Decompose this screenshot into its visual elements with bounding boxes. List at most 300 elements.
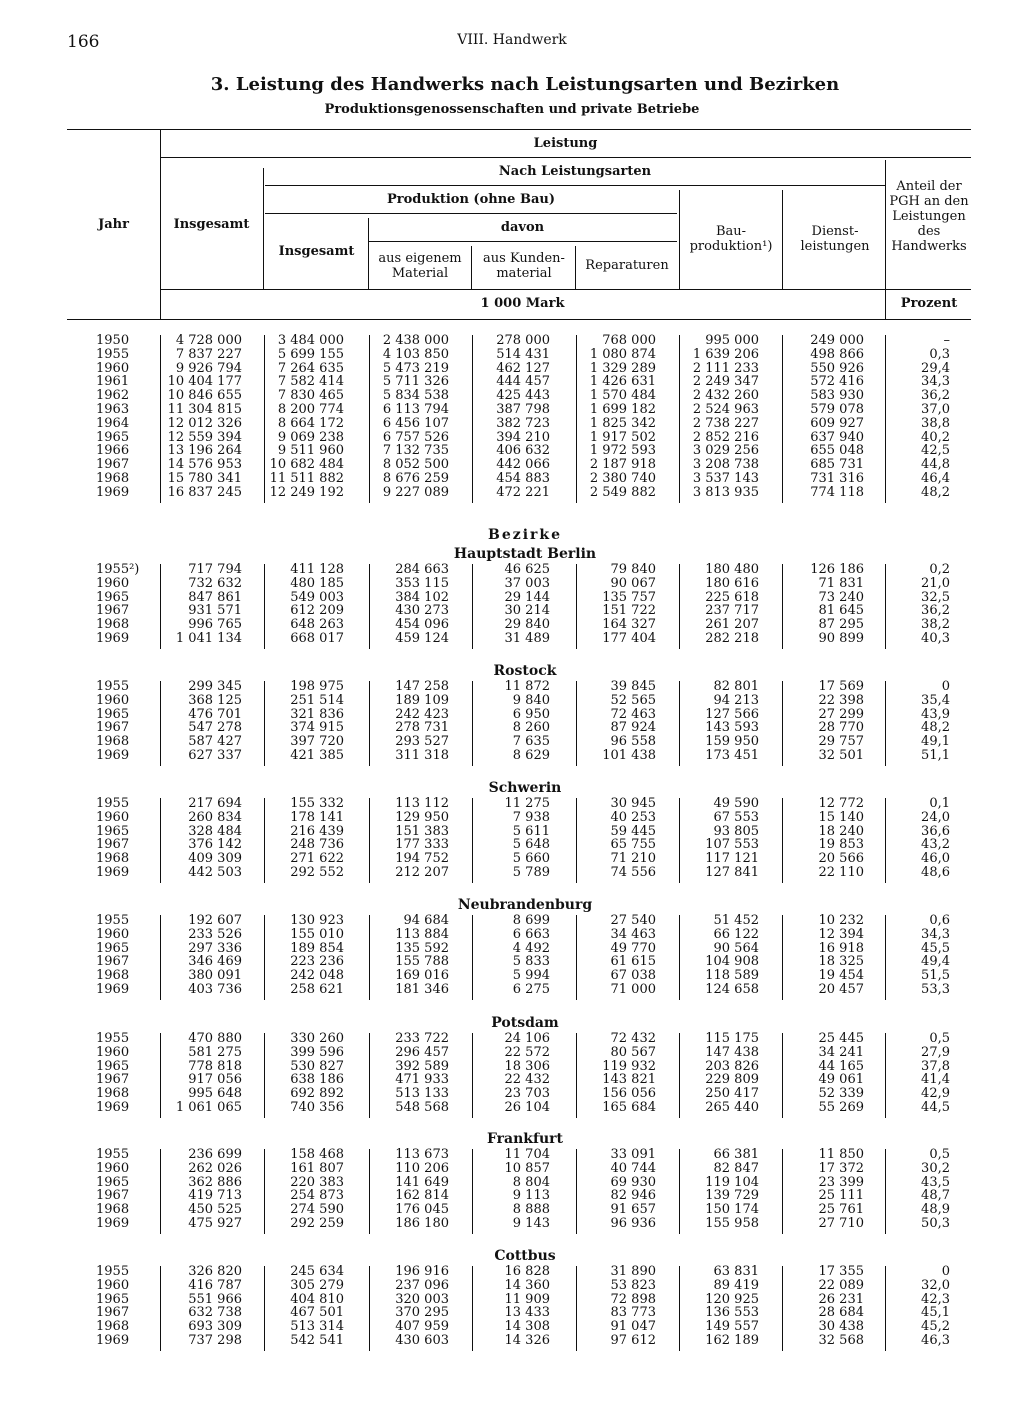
value-cell: 655 048 (810, 443, 864, 459)
value-cell: 16 918 (818, 940, 864, 956)
value-cell: 548 568 (395, 1100, 449, 1115)
value-cell: 0,6 (929, 913, 950, 928)
value-cell: 141 649 (395, 1174, 449, 1190)
value-cell: 159 950 (705, 734, 759, 750)
value-cell: 192 607 (188, 913, 242, 928)
value-cell: 87 295 (818, 617, 864, 633)
year-cell: 1967 (96, 954, 130, 970)
value-cell: 236 699 (188, 1147, 242, 1162)
value-cell: 6 757 526 (382, 429, 449, 445)
value-cell: 693 309 (188, 1319, 242, 1335)
value-cell: 42,3 (921, 1291, 950, 1307)
value-cell: 1 080 874 (589, 346, 656, 362)
value-cell: 8 699 (512, 913, 550, 928)
value-cell: 404 810 (290, 1291, 344, 1307)
value-cell: 94 684 (403, 913, 449, 928)
value-cell: 31 890 (610, 1264, 656, 1279)
value-cell: 254 873 (290, 1188, 344, 1204)
year-cell: 1964 (96, 415, 130, 431)
value-cell: 25 761 (818, 1202, 864, 1218)
year-cell: 1960 (96, 926, 130, 942)
value-cell: 63 831 (713, 1264, 759, 1279)
value-cell: 89 419 (713, 1277, 759, 1293)
value-cell: 847 861 (188, 589, 242, 605)
value-cell: 23 703 (504, 1086, 550, 1102)
value-cell: 931 571 (188, 603, 242, 619)
value-cell: 7 264 635 (277, 360, 344, 376)
year-cell: 1960 (96, 809, 130, 825)
value-cell: 34,3 (921, 374, 950, 390)
value-cell: 151 383 (395, 823, 449, 839)
table-row (0, 1217, 1024, 1231)
value-cell: 380 091 (188, 968, 242, 984)
table-row (0, 983, 1024, 997)
value-cell: 260 834 (188, 809, 242, 825)
value-cell: 48,2 (921, 720, 950, 736)
value-cell: 9 113 (512, 1188, 550, 1204)
table-row (0, 708, 1024, 722)
value-cell: 382 723 (496, 415, 550, 431)
value-cell: 328 484 (188, 823, 242, 839)
value-cell: 11 275 (504, 796, 550, 811)
year-cell: 1955 (96, 679, 130, 694)
year-cell: 1969 (96, 982, 130, 997)
year-cell: 1960 (96, 575, 130, 591)
value-cell: 5 699 155 (277, 346, 344, 362)
value-cell: 176 045 (395, 1202, 449, 1218)
value-cell: 11 909 (504, 1291, 550, 1307)
value-cell: 498 866 (810, 346, 864, 362)
table-row (0, 914, 1024, 928)
value-cell: 1 061 065 (175, 1100, 242, 1115)
value-cell: 3 484 000 (277, 333, 344, 348)
year-cell: 1965 (96, 1174, 130, 1190)
value-cell: 48,9 (921, 1202, 950, 1218)
year-cell: 1969 (96, 1216, 130, 1231)
value-cell: 32 501 (818, 748, 864, 763)
value-cell: 442 066 (496, 457, 550, 473)
table-row (0, 721, 1024, 735)
value-cell: 118 589 (705, 968, 759, 984)
value-cell: 151 722 (602, 603, 656, 619)
value-cell: 430 273 (395, 603, 449, 619)
table-row (0, 811, 1024, 825)
value-cell: 732 632 (188, 575, 242, 591)
value-cell: 995 000 (705, 333, 759, 348)
value-cell: 55 269 (818, 1100, 864, 1115)
value-cell: 648 263 (290, 617, 344, 633)
value-cell: 282 218 (705, 631, 759, 646)
value-cell: 28 770 (818, 720, 864, 736)
value-cell: 24 106 (504, 1031, 550, 1046)
value-cell: 38,8 (921, 415, 950, 431)
value-cell: 18 306 (504, 1058, 550, 1074)
header-rule-nach (265, 185, 885, 186)
header-bauproduktion: Bau- produktion¹) (689, 224, 773, 254)
value-cell: 69 930 (610, 1174, 656, 1190)
value-cell: 572 416 (810, 374, 864, 390)
value-cell: 10 404 177 (167, 374, 242, 390)
year-cell: 1966 (96, 443, 130, 459)
value-cell: 186 180 (395, 1216, 449, 1231)
year-cell: 1960 (96, 1044, 130, 1060)
value-cell: 72 898 (610, 1291, 656, 1307)
value-cell: 717 794 (188, 562, 242, 577)
value-cell: 96 558 (610, 734, 656, 750)
value-cell: 32 568 (818, 1333, 864, 1348)
value-cell: 2 380 740 (589, 471, 656, 486)
value-cell: 52 339 (818, 1086, 864, 1102)
value-cell: 612 209 (290, 603, 344, 619)
value-cell: 9 069 238 (277, 429, 344, 445)
value-cell: 11 304 815 (167, 402, 242, 417)
value-cell: 692 892 (290, 1086, 344, 1102)
value-cell: 7 635 (512, 734, 550, 750)
value-cell: 124 658 (705, 982, 759, 997)
year-cell: 1965 (96, 589, 130, 605)
value-cell: 14 360 (504, 1277, 550, 1293)
header-vline-7 (782, 190, 783, 289)
table-row (0, 1203, 1024, 1217)
value-cell: 143 593 (705, 720, 759, 736)
value-cell: 9 143 (512, 1216, 550, 1231)
value-cell: 551 966 (188, 1291, 242, 1307)
value-cell: 320 003 (395, 1291, 449, 1307)
value-cell: 20 457 (818, 982, 864, 997)
value-cell: 237 717 (705, 603, 759, 619)
value-cell: 5 711 326 (382, 374, 449, 390)
value-cell: 23 399 (818, 1174, 864, 1190)
value-cell: 6 663 (512, 926, 550, 942)
value-cell: 444 457 (496, 374, 550, 390)
year-cell: 1969 (96, 631, 130, 646)
header-rule-produktion (265, 213, 677, 214)
value-cell: 262 026 (188, 1160, 242, 1176)
value-cell: 51,1 (921, 748, 950, 763)
table-row (0, 1334, 1024, 1348)
value-cell: 278 000 (496, 333, 550, 348)
section-title: Cottbus (494, 1248, 556, 1264)
year-cell: 1969 (96, 1333, 130, 1348)
value-cell: 19 853 (818, 837, 864, 853)
section-title: Hauptstadt Berlin (453, 546, 597, 562)
value-cell: 261 207 (705, 617, 759, 633)
value-cell: 135 757 (602, 589, 656, 605)
value-cell: 4 103 850 (382, 346, 449, 362)
value-cell: 65 755 (610, 837, 656, 853)
value-cell: 73 240 (818, 589, 864, 605)
value-cell: 46,4 (921, 471, 950, 486)
value-cell: 30 214 (504, 603, 550, 619)
value-cell: 21,0 (921, 575, 950, 591)
value-cell: 90 899 (818, 631, 864, 646)
value-cell: 43,9 (921, 706, 950, 722)
value-cell: 459 124 (395, 631, 449, 646)
table-row (0, 1279, 1024, 1293)
table-row (0, 417, 1024, 431)
value-cell: 203 826 (705, 1058, 759, 1074)
table-row (0, 694, 1024, 708)
value-cell: 740 356 (290, 1100, 344, 1115)
value-cell: 82 847 (713, 1160, 759, 1176)
value-cell: 6 456 107 (382, 415, 449, 431)
value-cell: 48,7 (921, 1188, 950, 1204)
value-cell: 374 915 (290, 720, 344, 736)
value-cell: 2 438 000 (382, 333, 449, 348)
value-cell: 87 924 (610, 720, 656, 736)
table-row (0, 1046, 1024, 1060)
header-unit-prozent: Prozent (900, 296, 958, 311)
value-cell: 35,4 (921, 692, 950, 708)
value-cell: – (943, 333, 950, 348)
value-cell: 5 473 219 (382, 360, 449, 376)
value-cell: 110 206 (395, 1160, 449, 1176)
value-cell: 42,9 (921, 1086, 950, 1102)
section-title: Schwerin (488, 780, 562, 796)
value-cell: 8 804 (512, 1174, 550, 1190)
value-cell: 93 805 (713, 823, 759, 839)
value-cell: 3 208 738 (692, 457, 759, 473)
value-cell: 454 883 (496, 471, 550, 486)
value-cell: 376 142 (188, 837, 242, 853)
value-cell: 101 438 (602, 748, 656, 763)
value-cell: 774 118 (810, 484, 864, 500)
value-cell: 44 165 (818, 1058, 864, 1074)
value-cell: 1 329 289 (589, 360, 656, 376)
year-cell: 1968 (96, 1319, 130, 1335)
value-cell: 189 854 (290, 940, 344, 956)
value-cell: 194 752 (395, 851, 449, 867)
year-cell: 1963 (96, 402, 130, 417)
value-cell: 419 713 (188, 1188, 242, 1204)
value-cell: 48,2 (921, 484, 950, 500)
value-cell: 11 704 (504, 1147, 550, 1162)
value-cell: 1 041 134 (175, 631, 242, 646)
value-cell: 627 337 (188, 748, 242, 763)
table-row (0, 1265, 1024, 1279)
value-cell: 442 503 (188, 865, 242, 880)
value-cell: 158 468 (290, 1147, 344, 1162)
value-cell: 139 729 (705, 1188, 759, 1204)
year-cell: 1955 (96, 346, 130, 362)
value-cell: 49 770 (610, 940, 656, 956)
year-cell: 1968 (96, 1202, 130, 1218)
year-cell: 1968 (96, 1086, 130, 1102)
value-cell: 271 622 (290, 851, 344, 867)
value-cell: 6 113 794 (382, 402, 449, 417)
value-cell: 181 346 (395, 982, 449, 997)
header-nach-leistungsarten: Nach Leistungsarten (498, 164, 652, 179)
value-cell: 394 210 (496, 429, 550, 445)
value-cell: 67 553 (713, 809, 759, 825)
header-top-rule (67, 129, 971, 130)
value-cell: 147 258 (395, 679, 449, 694)
value-cell: 237 096 (395, 1277, 449, 1293)
value-cell: 475 927 (188, 1216, 242, 1231)
value-cell: 26 104 (504, 1100, 550, 1115)
value-cell: 173 451 (705, 748, 759, 763)
value-cell: 83 773 (610, 1305, 656, 1321)
value-cell: 1 426 631 (589, 374, 656, 390)
value-cell: 32,0 (921, 1277, 950, 1293)
section-title: Neubrandenburg (457, 897, 593, 913)
value-cell: 2 852 216 (692, 429, 759, 445)
value-cell: 18 325 (818, 954, 864, 970)
value-cell: 2 738 227 (692, 415, 759, 431)
value-cell: 37,0 (921, 402, 950, 417)
value-cell: 995 648 (188, 1086, 242, 1102)
value-cell: 189 109 (395, 692, 449, 708)
value-cell: 104 908 (705, 954, 759, 970)
year-cell: 1960 (96, 692, 130, 708)
year-cell: 1955 (96, 1147, 130, 1162)
year-cell: 1967 (96, 457, 130, 473)
value-cell: 370 295 (395, 1305, 449, 1321)
value-cell: 107 553 (705, 837, 759, 853)
value-cell: 10 232 (818, 913, 864, 928)
table-row (0, 403, 1024, 417)
header-eigenem-material: aus eigenem Material (378, 251, 462, 281)
value-cell: 18 240 (818, 823, 864, 839)
year-cell: 1955 (96, 1264, 130, 1279)
value-cell: 120 925 (705, 1291, 759, 1307)
value-cell: 115 175 (705, 1031, 759, 1046)
value-cell: 127 566 (705, 706, 759, 722)
value-cell: 42,5 (921, 443, 950, 459)
year-cell: 1955²) (96, 562, 140, 577)
value-cell: 248 736 (290, 837, 344, 853)
value-cell: 36,2 (921, 603, 950, 619)
value-cell: 80 567 (610, 1044, 656, 1060)
year-cell: 1967 (96, 837, 130, 853)
table-row (0, 928, 1024, 942)
value-cell: 13 433 (504, 1305, 550, 1321)
header-bottom-rule (67, 319, 971, 320)
value-cell: 40 253 (610, 809, 656, 825)
value-cell: 9 227 089 (382, 484, 449, 500)
value-cell: 384 102 (395, 589, 449, 605)
page-number: 166 (67, 32, 100, 52)
value-cell: 4 492 (512, 940, 550, 956)
value-cell: 40,2 (921, 429, 950, 445)
value-cell: 242 048 (290, 968, 344, 984)
value-cell: 79 840 (610, 562, 656, 577)
value-cell: 1 570 484 (589, 388, 656, 404)
value-cell: 8 629 (512, 748, 550, 763)
value-cell: 8 052 500 (382, 457, 449, 473)
value-cell: 12 772 (818, 796, 864, 811)
value-cell: 15 780 341 (167, 471, 242, 486)
value-cell: 37 003 (504, 575, 550, 591)
value-cell: 7 132 735 (382, 443, 449, 459)
value-cell: 27 540 (610, 913, 656, 928)
value-cell: 7 582 414 (277, 374, 344, 390)
value-cell: 72 432 (610, 1031, 656, 1046)
year-cell: 1961 (96, 374, 130, 390)
value-cell: 5 789 (512, 865, 550, 880)
year-cell: 1960 (96, 1277, 130, 1293)
value-cell: 155 010 (290, 926, 344, 942)
header-vline-4 (471, 246, 472, 289)
value-cell: 3 813 935 (692, 484, 759, 500)
value-cell: 96 936 (610, 1216, 656, 1231)
header-anteil-pgh: Anteil der PGH an den Leistungen des Handwerks (889, 179, 969, 254)
value-cell: 22 110 (818, 865, 864, 880)
value-cell: 49 590 (713, 796, 759, 811)
value-cell: 25 111 (818, 1188, 864, 1204)
value-cell: 34,3 (921, 926, 950, 942)
value-cell: 16 837 245 (167, 484, 242, 500)
value-cell: 1 917 502 (589, 429, 656, 445)
value-cell: 454 096 (395, 617, 449, 633)
value-cell: 27 710 (818, 1216, 864, 1231)
year-cell: 1965 (96, 1058, 130, 1074)
value-cell: 583 930 (810, 388, 864, 404)
value-cell: 11 850 (818, 1147, 864, 1162)
table-row (0, 563, 1024, 577)
table-row (0, 969, 1024, 983)
value-cell: 196 916 (395, 1264, 449, 1279)
value-cell: 117 121 (705, 851, 759, 867)
value-cell: 150 174 (705, 1202, 759, 1218)
header-insgesamt: Insgesamt (173, 217, 250, 232)
value-cell: 177 333 (395, 837, 449, 853)
value-cell: 406 632 (496, 443, 550, 459)
value-cell: 403 736 (188, 982, 242, 997)
value-cell: 66 122 (713, 926, 759, 942)
value-cell: 15 140 (818, 809, 864, 825)
value-cell: 467 501 (290, 1305, 344, 1321)
value-cell: 12 394 (818, 926, 864, 942)
value-cell: 10 857 (504, 1160, 550, 1176)
value-cell: 38,2 (921, 617, 950, 633)
value-cell: 177 404 (602, 631, 656, 646)
value-cell: 223 236 (290, 954, 344, 970)
header-davon: davon (500, 220, 545, 235)
value-cell: 220 383 (290, 1174, 344, 1190)
value-cell: 292 552 (290, 865, 344, 880)
value-cell: 51,5 (921, 968, 950, 984)
value-cell: 156 056 (602, 1086, 656, 1102)
value-cell: 27 299 (818, 706, 864, 722)
value-cell: 10 682 484 (269, 457, 344, 473)
year-cell: 1955 (96, 913, 130, 928)
section-title: Rostock (493, 663, 557, 679)
value-cell: 513 133 (395, 1086, 449, 1102)
value-cell: 74 556 (610, 865, 656, 880)
value-cell: 587 427 (188, 734, 242, 750)
value-cell: 778 818 (188, 1058, 242, 1074)
value-cell: 5 648 (512, 837, 550, 853)
header-vline-2 (263, 168, 264, 289)
value-cell: 8 676 259 (382, 471, 449, 486)
value-cell: 297 336 (188, 940, 242, 956)
value-cell: 30,2 (921, 1160, 950, 1176)
value-cell: 24,0 (921, 809, 950, 825)
value-cell: 480 185 (290, 575, 344, 591)
value-cell: 296 457 (395, 1044, 449, 1060)
value-cell: 71 210 (610, 851, 656, 867)
year-cell: 1969 (96, 484, 130, 500)
value-cell: 49,1 (921, 734, 950, 750)
value-cell: 29 144 (504, 589, 550, 605)
value-cell: 34 463 (610, 926, 656, 942)
header-kundenmaterial: aus Kunden- material (483, 251, 565, 281)
value-cell: 638 186 (290, 1072, 344, 1088)
value-cell: 162 814 (395, 1188, 449, 1204)
value-cell: 90 067 (610, 575, 656, 591)
value-cell: 143 821 (602, 1072, 656, 1088)
